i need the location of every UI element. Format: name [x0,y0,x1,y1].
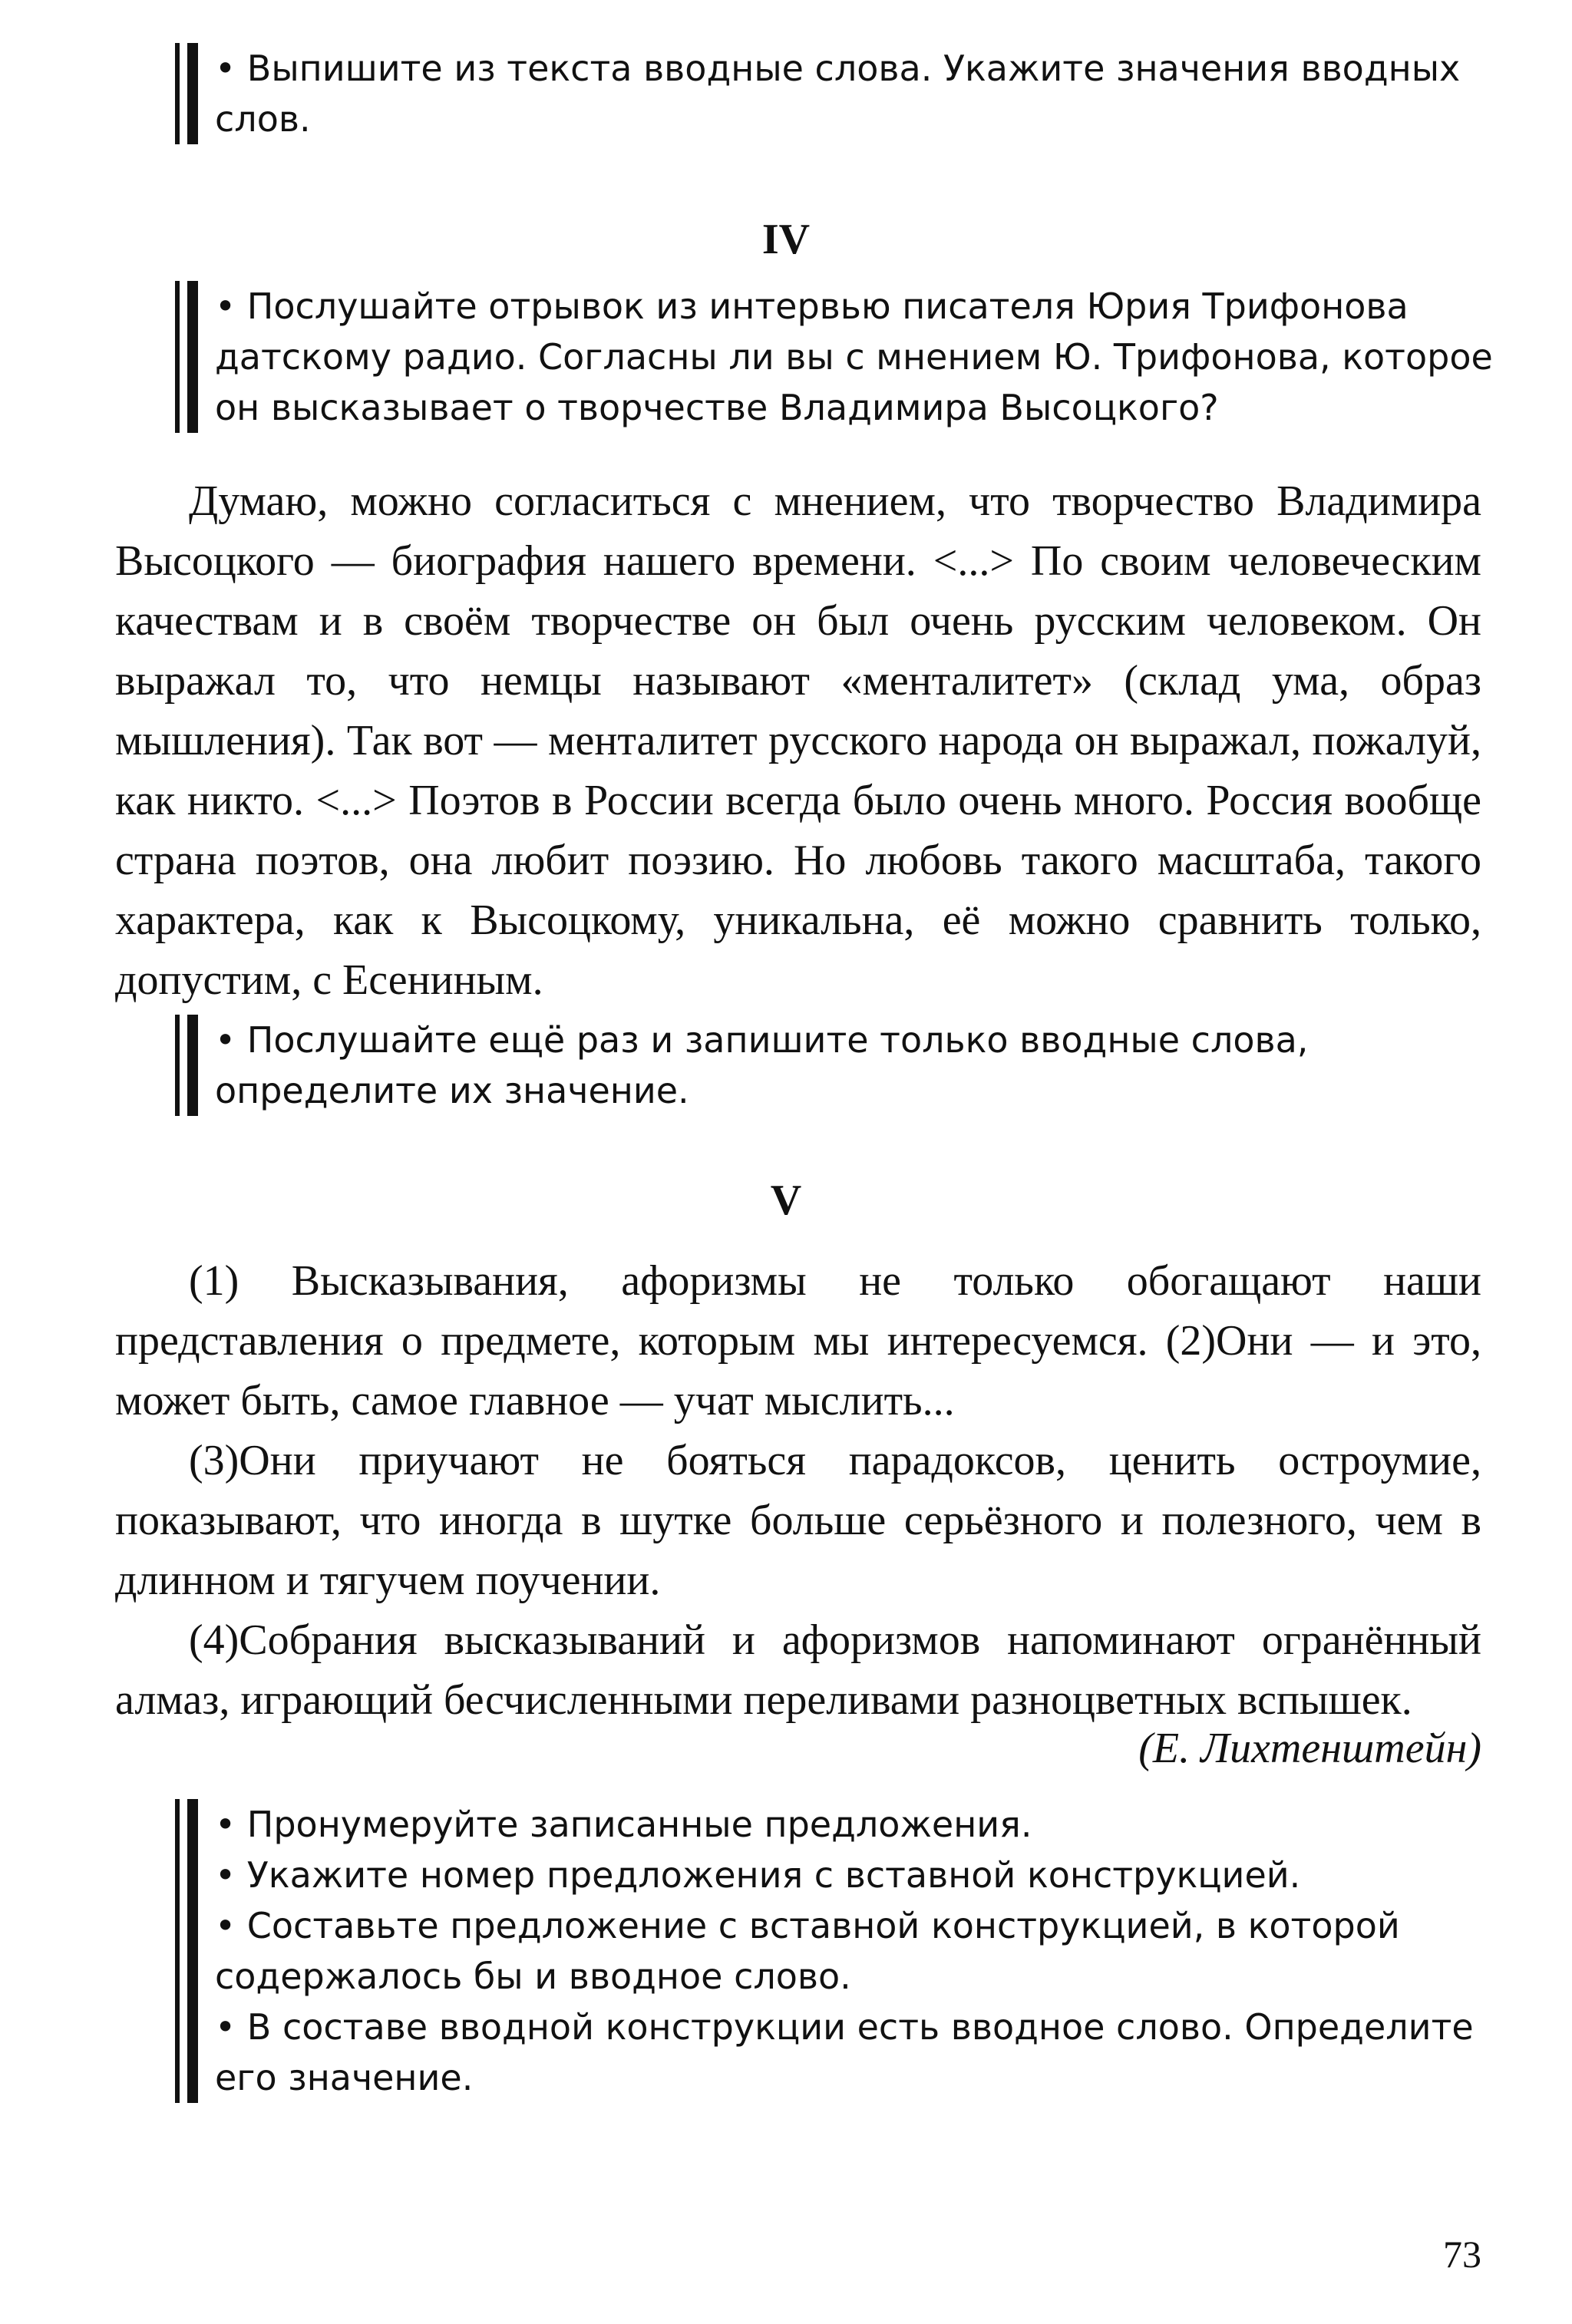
task-item: • Пронумеруйте записанные предложения. [215,1799,1512,1850]
task-item: • Послушайте отрывок из интервью писателя Юрия Трифонова датскому радио. Согласны ли вы с мнением Ю. Трифонова, которое он высказывает о творчестве Владимира Высоцкого? [215,281,1512,433]
task-box-introductory-words [175,43,1512,144]
author-attribution: (Е. Лихтенштейн) [1138,1725,1481,1772]
aphorisms-text [115,1251,1481,1730]
interview-excerpt [115,471,1481,1010]
section-heading-iv: IV [761,216,811,263]
task-item: • Составьте предложение с вставной конструкцией, в которой содержалось бы и вводное слово. [215,1900,1512,2002]
paragraph: (4)Собрания высказываний и афоризмов напоминают огранённый алмаз, играющий бесчисленными переливами разноцветных вспышек. [115,1616,1481,1724]
paragraph: (1) Высказывания, афоризмы не только обогащают наши представления о предмете, которым мы интересуемся. (2)Они — и это, может быть, самое главное — учат мыслить... [115,1257,1481,1424]
section-heading-v: V [770,1177,802,1224]
task-box-sentence-numbering [175,1799,1512,2103]
task-item: • Послушайте ещё раз и запишите только вводные слова, определите их значение. [215,1015,1512,1116]
task-item: • Выпишите из текста вводные слова. Укажите значения вводных слов. [215,43,1512,144]
page-number: 73 [1443,2233,1481,2276]
task-item: • Укажите номер предложения с вставной конструкцией. [215,1850,1512,1900]
paragraph: (3)Они приучают не бояться парадоксов, ценить остроумие, показывают, что иногда в шутке больше серьёзного и полезного, чем в длинном и тягучем поучении. [115,1437,1481,1604]
task-box-trifonov-interview [175,281,1512,433]
task-item: • В составе вводной конструкции есть вводное слово. Определите его значение. [215,2002,1512,2103]
paragraph: Думаю, можно согласиться с мнением, что творчество Владимира Высоцкого — биография нашего времени. <...> По своим человеческим качествам и в своём творчестве он был очень русским человеком. Он выражал то, что немцы называют «менталитет» (склад ума, образ мышления). Так вот — менталитет русского народа он выражал, пожалуй, как никто. <...> Поэтов в России всегда было очень много. Россия вообще страна поэтов, она любит поэзию. Но любовь такого масштаба, такого характера, как к Высоцкому, уникальна, её можно сравнить только, допустим, с Есениным. [115,477,1481,1004]
task-box-listen-again [175,1015,1512,1116]
